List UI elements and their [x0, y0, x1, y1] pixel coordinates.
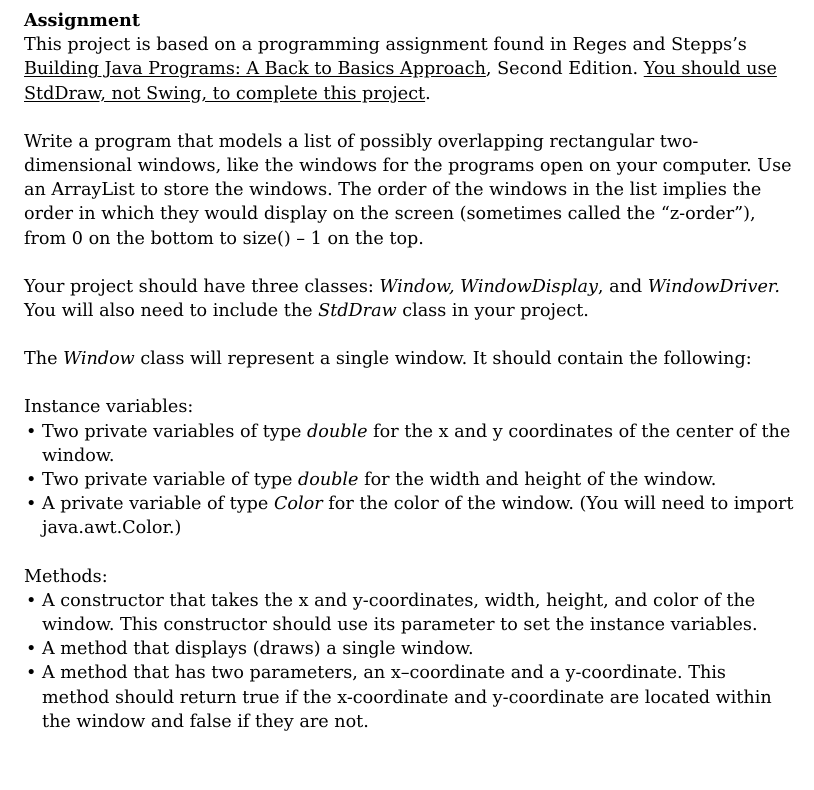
window-class-name: Window [63, 349, 135, 370]
type-name: Color [273, 494, 323, 515]
assignment-heading: Assignment [24, 10, 140, 31]
bullet-icon: • [26, 663, 37, 684]
spacer [24, 106, 794, 130]
class-window: Window, [379, 276, 455, 297]
class-stddraw: StdDraw [318, 301, 397, 322]
window-class-paragraph [24, 347, 794, 371]
spacer [24, 371, 794, 395]
classes-text-a: Your project should have three classes: [24, 276, 380, 297]
window-class-text-a: The [24, 349, 64, 370]
bullet-icon: • [26, 494, 37, 515]
class-windowdisplay: WindowDisplay [460, 276, 598, 297]
bullet-icon: • [26, 639, 37, 660]
list-item [24, 420, 794, 468]
item-text: A method that displays (draws) a single window. [42, 639, 474, 660]
type-name: double [307, 421, 368, 442]
intro-text-3: . [425, 83, 431, 104]
spacer [24, 323, 794, 347]
classes-text-e: class in your project. [396, 301, 589, 322]
list-item [24, 637, 794, 661]
item-text: for the color of the window. (You will need to import java.awt.Color.) [42, 494, 794, 539]
methods-list [24, 589, 794, 734]
item-text: Two private variable of type [42, 470, 298, 491]
item-text: A private variable of type [42, 494, 274, 515]
book-title: Building Java Programs: A Back to Basics Approach [24, 59, 486, 80]
instance-variables-list [24, 420, 794, 541]
methods-label: Methods: [24, 566, 108, 587]
intro-text-1: This project is based on a programming assignment found in Reges and Stepps’s [24, 35, 747, 56]
item-text: A method that has two parameters, an x–coordinate and a y-coordinate. This method should return true if the x-coordinate and y-coordinate are located within the window and false if they are not. [42, 663, 772, 732]
classes-text-c: , and [597, 276, 648, 297]
classes-text-d: You will also need to include the [24, 301, 319, 322]
list-item [24, 492, 794, 540]
list-item [24, 661, 794, 734]
item-text: for the width and height of the window. [358, 470, 717, 491]
list-item [24, 589, 794, 637]
type-name: double [297, 470, 359, 491]
stddraw-note: You should use StdDraw, not Swing, to complete this project [24, 59, 777, 104]
item-text: Two private variables of type [42, 421, 308, 442]
bullet-icon: • [26, 470, 37, 491]
item-text: for the x and y coordinates of the center of the window. [42, 421, 791, 466]
instance-variables-label: Instance variables: [24, 397, 194, 418]
class-windowdriver: WindowDriver. [647, 276, 780, 297]
spacer [24, 541, 794, 565]
window-class-text-b: class will represent a single window. It should contain the following: [134, 349, 752, 370]
document-body [24, 9, 794, 734]
bullet-icon: • [26, 590, 37, 611]
intro-paragraph [24, 33, 794, 106]
bullet-icon: • [26, 421, 37, 442]
classes-paragraph [24, 275, 794, 323]
spacer [24, 251, 794, 275]
intro-text-2: , Second Edition. [485, 59, 644, 80]
list-item [24, 468, 794, 492]
description-paragraph: Write a program that models a list of possibly overlapping rectangular two-dimensional windows, like the windows for the programs open on your computer. Use an ArrayList to store the windows. The order of the windows in the list implies the order in which they would display on the screen (sometimes called the “z-order”), from 0 on the bottom to size() – 1 on the top. [24, 131, 792, 249]
item-text: A constructor that takes the x and y-coordinates, width, height, and color of the window. This constructor should use its parameter to set the instance variables. [42, 590, 758, 636]
